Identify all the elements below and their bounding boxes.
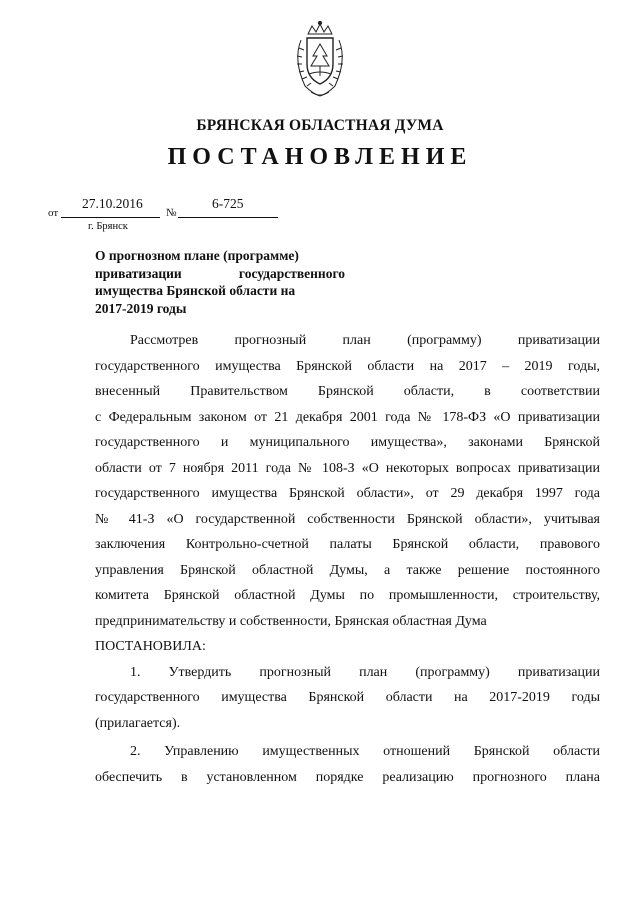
body-line: государственного имущества Брянской области», от 29 декабря 1997 года	[95, 486, 600, 501]
body-line: предпринимательству и собственности, Брянская областная Дума	[95, 613, 487, 629]
body-line: комитета Брянской областной Думы по промышленности, строительству,	[95, 588, 600, 603]
organization-name: БРЯНСКАЯ ОБЛАСТНАЯ ДУМА	[196, 117, 444, 134]
date-underline	[61, 217, 160, 218]
item-2-line: 2. Управлению имущественных отношений Брянской области	[130, 744, 600, 759]
item-1-line: государственного имущества Брянской области на 2017-2019 годы	[95, 690, 600, 705]
document-body	[95, 328, 600, 790]
document-number: 6-725	[212, 196, 244, 211]
number-underline	[178, 217, 278, 218]
subject-line: имущества Брянской области на	[95, 283, 296, 298]
body-line: государственного и муниципального имущества», законами Брянской	[95, 435, 600, 450]
date-label: от	[48, 207, 59, 219]
body-line: управления Брянской областной Думы, а также решение постоянного	[95, 562, 600, 578]
body-line: Рассмотрев прогнозный план (программу) приватизации	[130, 333, 600, 348]
resolved-heading: ПОСТАНОВИЛА:	[95, 639, 206, 654]
city: г. Брянск	[88, 221, 128, 232]
document-subject	[95, 247, 345, 317]
item-1-line: 1. Утвердить прогнозный план (программу) приватизации	[130, 664, 600, 680]
body-line: № 41-З «О государственной собственности Брянской области», учитывая	[95, 511, 600, 527]
item-1-line: (прилагается).	[95, 715, 181, 731]
document-date: 27.10.2016	[82, 196, 143, 211]
document-type: ПОСТАНОВЛЕНИЕ	[167, 144, 473, 170]
body-line: внесенный Правительством Брянской области, в соответствии	[95, 384, 600, 399]
coat-of-arms-icon	[287, 20, 353, 100]
subject-line: приватизации государственного	[95, 265, 345, 281]
item-2-line: обеспечить в установленном порядке реализацию прогнозного плана	[95, 769, 600, 785]
body-line: с Федеральным законом от 21 декабря 2001 года № 178-ФЗ «О приватизации	[95, 409, 600, 425]
subject-line: 2017-2019 годы	[95, 300, 187, 316]
body-line: области от 7 ноября 2011 года № 108-З «О некоторых вопросах приватизации	[95, 460, 600, 476]
subject-line: О прогнозном плане (программе)	[95, 248, 299, 263]
number-label: №	[166, 207, 177, 219]
body-line: государственного имущества Брянской области на 2017 – 2019 годы,	[95, 358, 600, 374]
body-line: заключения Контрольно-счетной палаты Брянской области, правового	[95, 537, 600, 552]
